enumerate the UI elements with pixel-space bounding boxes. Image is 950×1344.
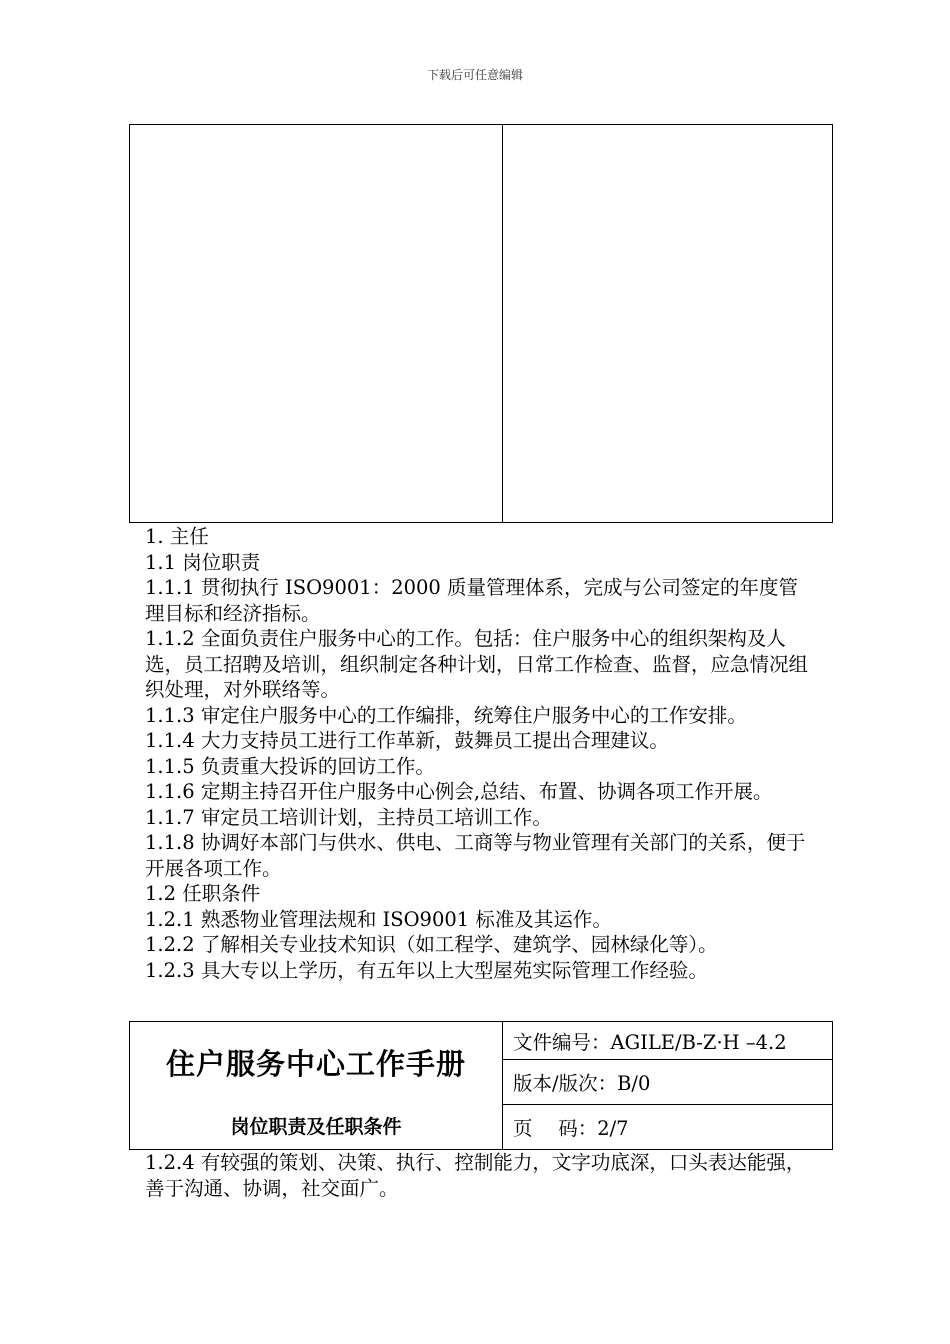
- document-title-cell: [130, 1022, 503, 1150]
- version-cell: 版本/版次：B/0: [503, 1060, 833, 1105]
- document-subtitle: 岗位职责及任职条件: [230, 1116, 402, 1138]
- duty-1-1-8: 1.1.8 协调好本部门与供水、供电、工商等与物业管理有关部门的关系，便于开展各项工作。: [145, 831, 806, 880]
- section-content: [145, 524, 815, 983]
- empty-box-right-cell: [503, 125, 833, 523]
- header-note: 下载后可任意编辑: [426, 68, 523, 82]
- continuation-content: [145, 1150, 815, 1201]
- qualification-1-2-3: 1.2.3 具大专以上学历，有五年以上大型屋苑实际管理工作经验。: [145, 958, 708, 982]
- heading-director: 1. 主任: [145, 525, 209, 548]
- duty-1-1-7: 1.1.7 审定员工培训计划，主持员工培训工作。: [145, 805, 552, 829]
- qualification-1-2-4: 1.2.4 有较强的策划、决策、执行、控制能力，文字功底深，口头表达能强，善于沟通、协调，社交面广。: [145, 1151, 806, 1200]
- duty-1-1-6: 1.1.6 定期主持召开住户服务中心例会,总结、布置、协调各项工作开展。: [145, 780, 773, 803]
- duty-1-1-1: 1.1.1 贯彻执行 ISO9001：2000 质量管理体系，完成与公司签定的年度管理目标和经济指标。: [145, 576, 799, 625]
- duty-1-1-2: 1.1.2 全面负责住户服务中心的工作。包括：住户服务中心的组织架构及人选，员工招聘及培训，组织制定各种计划，日常工作检查、监督，应急情况组织处理，对外联络等。: [145, 627, 809, 701]
- file-number-cell: 文件编号：AGILE/B-Z·H –4.2: [503, 1022, 833, 1060]
- qualification-1-2-1: 1.2.1 熟悉物业管理法规和 ISO9001 标准及其运作。: [145, 907, 612, 931]
- duty-1-1-4: 1.1.4 大力支持员工进行工作革新，鼓舞员工提出合理建议。: [145, 729, 669, 752]
- duty-1-1-5: 1.1.5 负责重大投诉的回访工作。: [145, 754, 435, 778]
- document-header-table: [129, 1021, 833, 1150]
- heading-qualifications: 1.2 任职条件: [145, 882, 261, 905]
- qualification-1-2-2: 1.2.2 了解相关专业技术知识（如工程学、建筑学、园林绿化等）。: [145, 933, 718, 956]
- heading-duties: 1.1 岗位职责: [145, 550, 261, 574]
- empty-box-left-cell: [130, 125, 503, 523]
- page-number-cell: 页 码：2/7: [503, 1105, 833, 1150]
- empty-box-table: [129, 124, 833, 523]
- document-title: 住户服务中心工作手册: [165, 1047, 466, 1081]
- duty-1-1-3: 1.1.3 审定住户服务中心的工作编排，统筹住户服务中心的工作安排。: [145, 703, 747, 727]
